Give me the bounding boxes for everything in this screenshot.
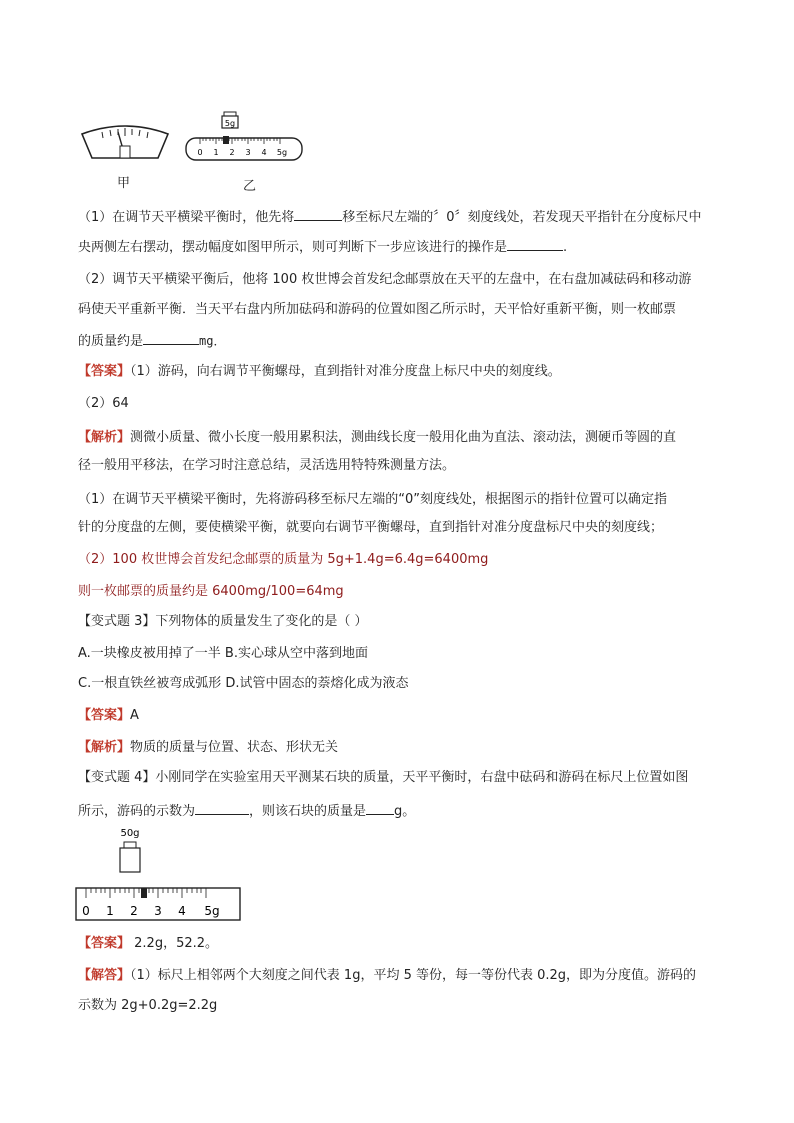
q1-text-b: 移至标尺左端的〞0〞刻度线处，若发现天平指针在分度标尺中 bbox=[342, 210, 702, 225]
variant4-question-line1 bbox=[78, 768, 688, 788]
figure-yi-scale bbox=[184, 110, 306, 166]
q2-text-a: 的质量约是 bbox=[78, 334, 144, 349]
variant4-question-line2 bbox=[78, 800, 415, 822]
v4-tick-label: 3 bbox=[154, 904, 162, 918]
variant4-answer-tag: 【答案】 bbox=[78, 936, 131, 951]
q-part2-line3 bbox=[78, 330, 225, 352]
variant3-analysis bbox=[78, 738, 338, 758]
yi-weight-label: 5g bbox=[224, 119, 236, 128]
q-part1-line1 bbox=[78, 206, 702, 228]
analysis1-line5: （2）100 枚世博会首发纪念邮票的质量为 5g+1.4g=6.4g=6400mg bbox=[78, 552, 489, 567]
q1-text-c: 央两侧左右摆动，摆动幅度如图甲所示，则可判断下一步应该进行的操作是 bbox=[78, 240, 508, 255]
variant4-tag: 【变式题 4】 bbox=[78, 770, 156, 785]
yi-tick-label: 0 bbox=[197, 148, 203, 157]
v4-rider bbox=[141, 888, 147, 898]
analysis1-l1: 测微小质量、微小长度一般用累积法，测曲线长度一般用化曲为直法、滚动法，测硬币等圆的直 bbox=[130, 430, 677, 445]
v4-tick-label: 5g bbox=[204, 904, 220, 918]
variant3-options-cd: C.一根直铁丝被弯成弧形 D.试管中固态的萘熔化成为液态 bbox=[78, 676, 409, 691]
variant4-l2c: g。 bbox=[394, 804, 416, 819]
answer1-text: （1）游码，向右调节平衡螺母，直到指针对准分度盘上标尺中央的刻度线。 bbox=[130, 364, 561, 379]
yi-tick-label: 3 bbox=[245, 148, 251, 157]
figure-yi-label: 乙 bbox=[243, 179, 257, 194]
q1-text-a: （1）在调节天平横梁平衡时，他先将 bbox=[78, 210, 295, 225]
yi-rider bbox=[223, 136, 229, 144]
q-part1-line2 bbox=[78, 236, 567, 258]
variant4-l2a: 所示，游码的示数为 bbox=[78, 804, 196, 819]
analysis1-line4: 针的分度盘的左侧，要使横梁平衡，就要向右调节平衡螺母，直到指针对准分度盘标尺中央的刻度线； bbox=[78, 520, 664, 535]
yi-tick-label: 5g bbox=[276, 148, 288, 157]
variant3-tag: 【变式题 3】 bbox=[78, 614, 156, 629]
variant3-answer-text: A bbox=[130, 708, 139, 723]
analysis1-line3: （1）在调节天平横梁平衡时，先将游码移至标尺左端的“0”刻度线处，根据图示的指针位置可以确定指 bbox=[78, 492, 668, 507]
variant4-blank-1 bbox=[195, 800, 249, 815]
variant3-text: 下列物体的质量发生了变化的是（ ） bbox=[155, 614, 368, 629]
v4-tick-label: 4 bbox=[178, 904, 186, 918]
yi-tick-label: 4 bbox=[261, 148, 267, 157]
answer-tag: 【答案】 bbox=[78, 364, 131, 379]
variant3-answer bbox=[78, 706, 139, 726]
figure-variant4-scale bbox=[72, 826, 244, 924]
figure-jia-label: 甲 bbox=[117, 176, 131, 191]
variant3-question bbox=[78, 612, 368, 632]
answer1-line2: （2）64 bbox=[78, 396, 129, 411]
answer1-line bbox=[78, 362, 561, 382]
q2-text-b: mg． bbox=[199, 334, 226, 348]
yi-tick-label: 1 bbox=[213, 148, 219, 157]
variant4-l2b: ，则该石块的质量是 bbox=[249, 804, 367, 819]
variant4-solution-line2: 示数为 2g+0.2g=2.2g bbox=[78, 998, 218, 1013]
analysis1-line1 bbox=[78, 428, 676, 448]
variant4-blank-2 bbox=[366, 800, 394, 815]
variant4-solution-tag: 【解答】 bbox=[78, 968, 131, 983]
q1-text-d: . bbox=[563, 240, 568, 255]
variant4-solution-line1 bbox=[78, 966, 696, 986]
analysis-tag: 【解析】 bbox=[78, 430, 131, 445]
q2-blank bbox=[143, 330, 199, 345]
variant4-answer-text: 2.2g，52.2。 bbox=[130, 936, 219, 951]
analysis1-line2: 径一般用平移法，在学习时注意总结，灵活选用特特殊测量方法。 bbox=[78, 458, 456, 473]
weight-50g-label: 50g bbox=[120, 828, 140, 839]
q1-blank-2 bbox=[507, 236, 563, 251]
q-part2-line2: 码使天平重新平衡．当天平右盘内所加砝码和游码的位置如图乙所示时，天平恰好重新平衡，则一枚邮票 bbox=[78, 302, 677, 317]
figure-jia-dial bbox=[80, 124, 170, 164]
variant3-options-ab: A.一块橡皮被用掉了一半 B.实心球从空中落到地面 bbox=[78, 646, 368, 661]
v4-tick-label: 1 bbox=[106, 904, 114, 918]
variant4-l1: 小刚同学在实验室用天平测某石块的质量，天平平衡时，右盘中砝码和游码在标尺上位置如图 bbox=[155, 770, 689, 785]
weight-50g-icon bbox=[120, 848, 140, 872]
variant3-analysis-tag: 【解析】 bbox=[78, 740, 131, 755]
variant4-answer bbox=[78, 934, 218, 954]
v4-tick-label: 2 bbox=[130, 904, 138, 918]
variant3-analysis-text: 物质的质量与位置、状态、形状无关 bbox=[130, 740, 339, 755]
variant4-s1: （1）标尺上相邻两个大刻度之间代表 1g，平均 5 等份，每一等份代表 0.2g，即为分度值。游码的 bbox=[130, 968, 697, 983]
v4-tick-label: 0 bbox=[82, 904, 90, 918]
variant3-answer-tag: 【答案】 bbox=[78, 708, 131, 723]
yi-tick-label: 2 bbox=[229, 148, 235, 157]
q1-blank-1 bbox=[294, 206, 342, 221]
q-part2-line1: （2）调节天平横梁平衡后，他将 100 枚世博会首发纪念邮票放在天平的左盘中，在右盘加减砝码和移动游 bbox=[78, 272, 692, 287]
analysis1-line6: 则一枚邮票的质量约是 6400mg/100=64mg bbox=[78, 584, 344, 599]
